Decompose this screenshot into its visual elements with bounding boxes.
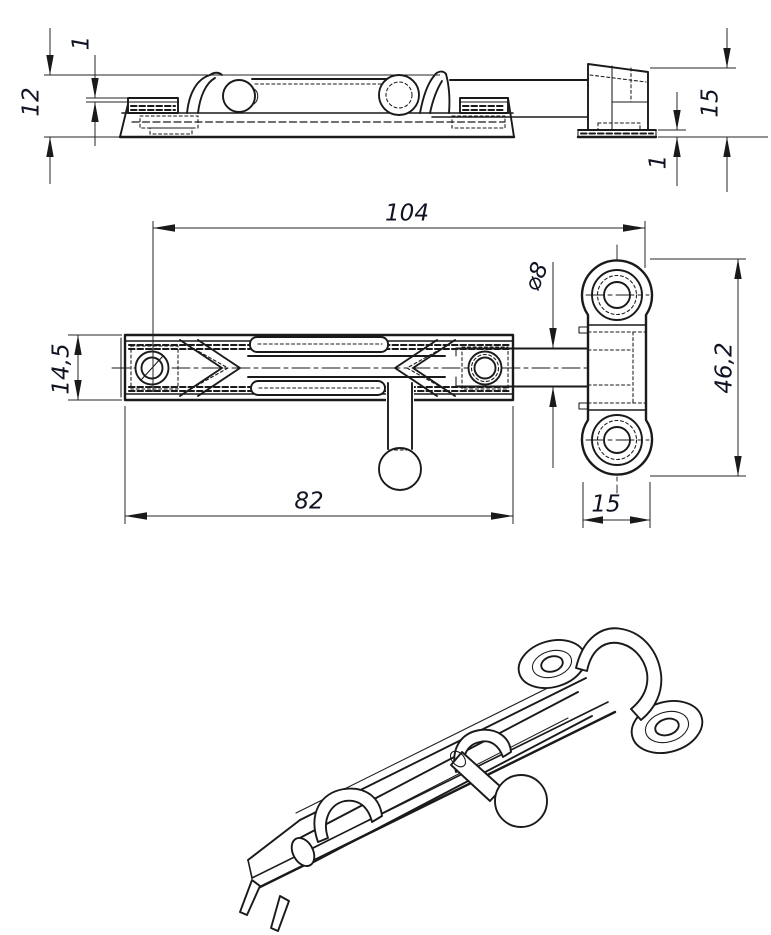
side-bolt-head (223, 80, 255, 112)
dim-overall-length (153, 201, 645, 393)
isometric-view (240, 628, 708, 931)
dim-pad-offset (69, 36, 99, 146)
iso-bolt-rod (287, 692, 592, 870)
side-keeper (578, 64, 656, 137)
dim-label-keeper-length: 46,2 (711, 342, 738, 394)
plan-right-hole (462, 347, 508, 389)
plan-ball-knob (379, 448, 421, 490)
iso-ball-knob (495, 775, 547, 827)
iso-rod-tip (287, 834, 319, 870)
dim-label-overall-height: 12 (18, 87, 45, 117)
dim-label-rod-diameter: ⌀8 (519, 258, 554, 295)
dim-keeper-height (698, 28, 731, 192)
dim-rod-diameter (519, 259, 557, 468)
dim-keeper-width (583, 482, 650, 528)
side-bolt-rod (252, 79, 390, 84)
dim-label-flange-thickness: 1 (645, 154, 672, 170)
side-left-pad (128, 98, 178, 113)
side-ball-knob (379, 75, 419, 115)
dim-label-body-width: 14,5 (48, 343, 75, 395)
side-view (44, 64, 768, 137)
dim-label-keeper-width: 15 (591, 491, 621, 518)
iso-body (240, 671, 615, 931)
iso-keeper-strap (576, 628, 661, 720)
dim-body-width (49, 335, 123, 400)
plan-view (112, 245, 652, 493)
plan-left-hole (131, 346, 178, 389)
dim-label-overall-length: 104 (385, 200, 429, 227)
dim-label-body-length: 82 (294, 488, 324, 515)
side-guide-strap-left (187, 73, 222, 113)
dim-label-keeper-height: 15 (697, 88, 724, 118)
dim-label-pad-offset: 1 (68, 35, 95, 51)
dim-overall-height (19, 28, 54, 184)
iso-guide-strap-left (314, 789, 382, 842)
plan-keeper (579, 245, 652, 493)
dim-keeper-length (650, 259, 746, 476)
dim-body-length (125, 406, 513, 524)
side-guide-strap-right (420, 72, 449, 113)
dim-flange-thickness (646, 92, 681, 186)
